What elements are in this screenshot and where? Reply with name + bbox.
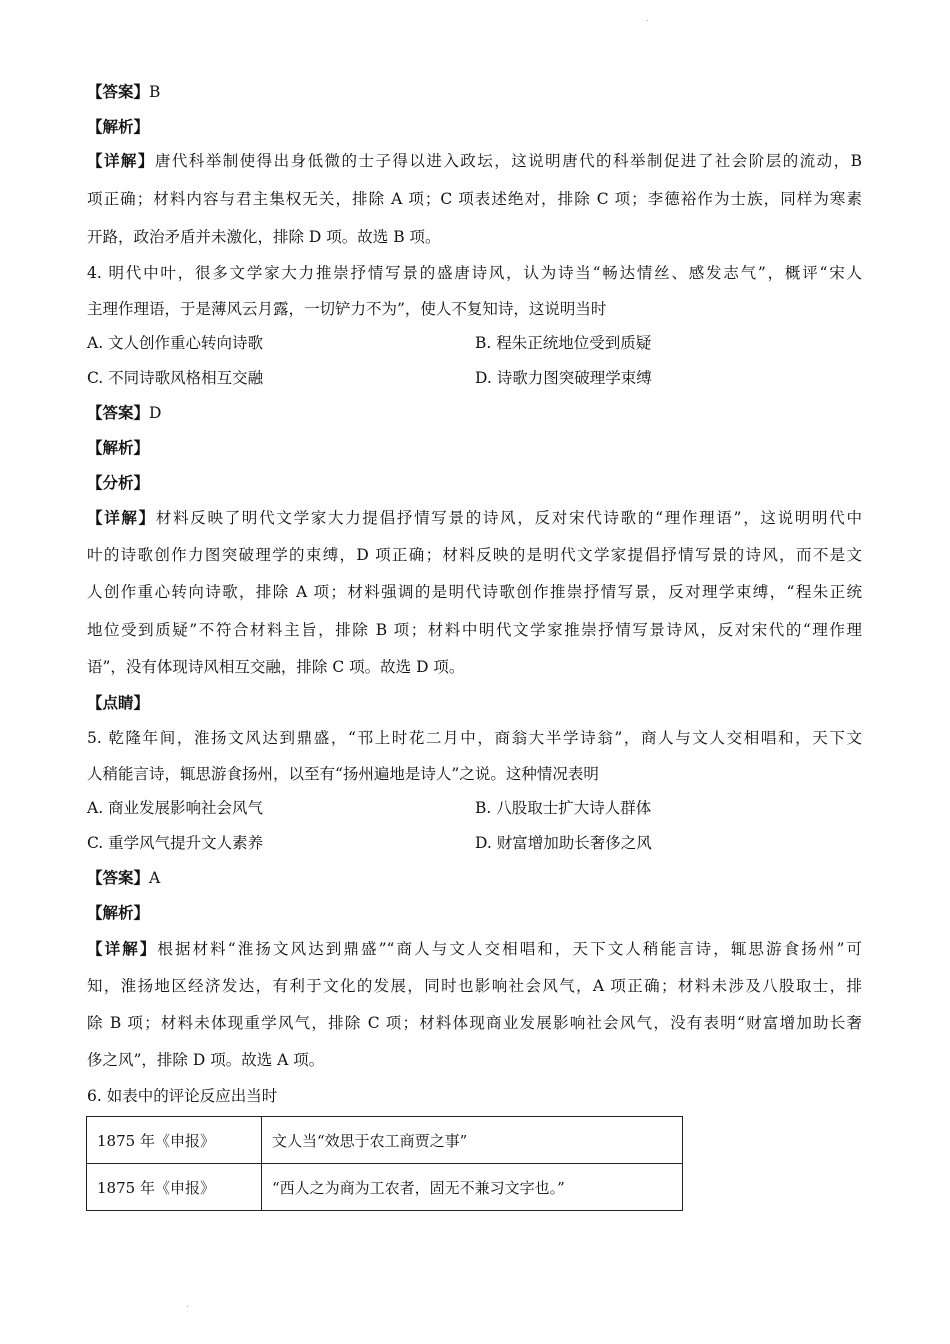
q5-detail-line-1: 【详解】根据材料“淮扬文风达到鼎盛”“商人与文人交相唱和，天下文人稍能言诗，辄思游食扬州”可 xyxy=(87,939,862,958)
q3-detail-line-1: 【详解】唐代科举制使得出身低微的士子得以进入政坛，这说明唐代的科举制促进了社会阶层的流动，B xyxy=(87,151,862,170)
q5-analysis-tag: 【解析】 xyxy=(87,903,150,922)
q4-analysis-tag: 【解析】 xyxy=(87,438,150,457)
scan-dot: . xyxy=(186,1300,189,1309)
detail-tag: 【详解】 xyxy=(87,151,155,170)
q4-detail-line-3: 人创作重心转向诗歌，排除 A 项；材料强调的是明代诗歌创作推崇抒情写景，反对理学束缚，“程朱正统 xyxy=(87,583,862,601)
q5-detail-line-2: 知，淮扬地区经济发达，有利于文化的发展，同时也影响社会风气，A 项正确；材料未涉及八股取士，排 xyxy=(87,977,862,995)
q5-detail-line-3: 除 B 项；材料未体现重学风气，排除 C 项；材料体现商业发展影响社会风气，没有表明“财富增加助长奢 xyxy=(87,1014,862,1032)
q4-option-d: D. 诗歌力图突破理学束缚 xyxy=(475,369,652,387)
q4-detail-line-2: 叶的诗歌创作力图突破理学的束缚，D 项正确；材料反映的是明代文学家提倡抒情写景的诗风，而不是文 xyxy=(87,546,862,564)
q5-option-c: C. 重学风气提升文人素养 xyxy=(87,834,264,852)
answer-value: A xyxy=(149,869,161,887)
q4-option-c: C. 不同诗歌风格相互交融 xyxy=(87,369,264,387)
answer-value: B xyxy=(149,83,161,101)
answer-tag: 【答案】 xyxy=(87,868,150,887)
table-row xyxy=(87,1117,683,1164)
q6-table xyxy=(86,1116,683,1211)
q6-stem: 6. 如表中的评论反应出当时 xyxy=(87,1087,278,1105)
q4-answer xyxy=(87,403,862,423)
detail-tag: 【详解】 xyxy=(87,939,158,958)
q3-detail-line-2: 项正确；材料内容与君主集权无关，排除 A 项；C 项表述绝对，排除 C 项；李德裕作为士族，同样为寒素 xyxy=(87,190,862,208)
q3-analysis-tag: 【解析】 xyxy=(87,117,150,136)
q5-detail-line-4: 侈之风”，排除 D 项。故选 A 项。 xyxy=(87,1051,325,1069)
table-cell-source: 1875 年《申报》 xyxy=(87,1117,262,1164)
table-cell-source: 1875 年《申报》 xyxy=(87,1164,262,1211)
q3-answer xyxy=(87,82,862,102)
scan-dot: . xyxy=(646,14,649,23)
q4-detail-line-4: 地位受到质疑”不符合材料主旨，排除 B 项；材料中明代文学家推崇抒情写景诗风，反对宋代的“理作理 xyxy=(87,621,862,639)
q5-option-b: B. 八股取士扩大诗人群体 xyxy=(475,799,652,817)
q5-option-d: D. 财富增加助长奢侈之风 xyxy=(475,834,652,852)
table-row xyxy=(87,1164,683,1211)
table-cell-content: “西人之为商为工农者，固无不兼习文字也。” xyxy=(262,1164,683,1211)
answer-tag: 【答案】 xyxy=(87,82,150,101)
q3-detail-line-3: 开路，政治矛盾并未激化，排除 D 项。故选 B 项。 xyxy=(87,228,441,246)
q5-stem-line-2: 人稍能言诗，辄思游食扬州，以至有“扬州遍地是诗人”之说。这种情况表明 xyxy=(87,765,599,783)
answer-tag: 【答案】 xyxy=(87,403,150,422)
q4-detail-line-1: 【详解】材料反映了明代文学家大力提倡抒情写景的诗风，反对宋代诗歌的“理作理语”，这说明明代中 xyxy=(87,508,862,527)
detail-tag: 【详解】 xyxy=(87,508,156,527)
answer-value: D xyxy=(149,404,162,422)
q4-option-a: A. 文人创作重心转向诗歌 xyxy=(87,334,264,352)
table-cell-content: 文人当“效思于农工商贾之事” xyxy=(262,1117,683,1164)
q4-option-b: B. 程朱正统地位受到质疑 xyxy=(475,334,652,352)
q4-fenxi-tag: 【分析】 xyxy=(87,473,150,492)
q4-dianjing-tag: 【点睛】 xyxy=(87,693,150,712)
q5-stem-line-1: 5. 乾隆年间，淮扬文风达到鼎盛，“邗上时花二月中，商翁大半学诗翁”，商人与文人交相唱和，天下文 xyxy=(87,729,862,747)
q4-stem-line-1: 4. 明代中叶，很多文学家大力推崇抒情写景的盛唐诗风，认为诗当“畅达情丝、感发志气”，概评“宋人 xyxy=(87,264,862,282)
q4-detail-line-5: 语”，没有体现诗风相互交融，排除 C 项。故选 D 项。 xyxy=(87,658,465,676)
q5-answer xyxy=(87,868,862,888)
q4-stem-line-2: 主理作理语，于是薄风云月露，一切铲力不为”，使人不复知诗，这说明当时 xyxy=(87,300,607,318)
q5-option-a: A. 商业发展影响社会风气 xyxy=(87,799,264,817)
